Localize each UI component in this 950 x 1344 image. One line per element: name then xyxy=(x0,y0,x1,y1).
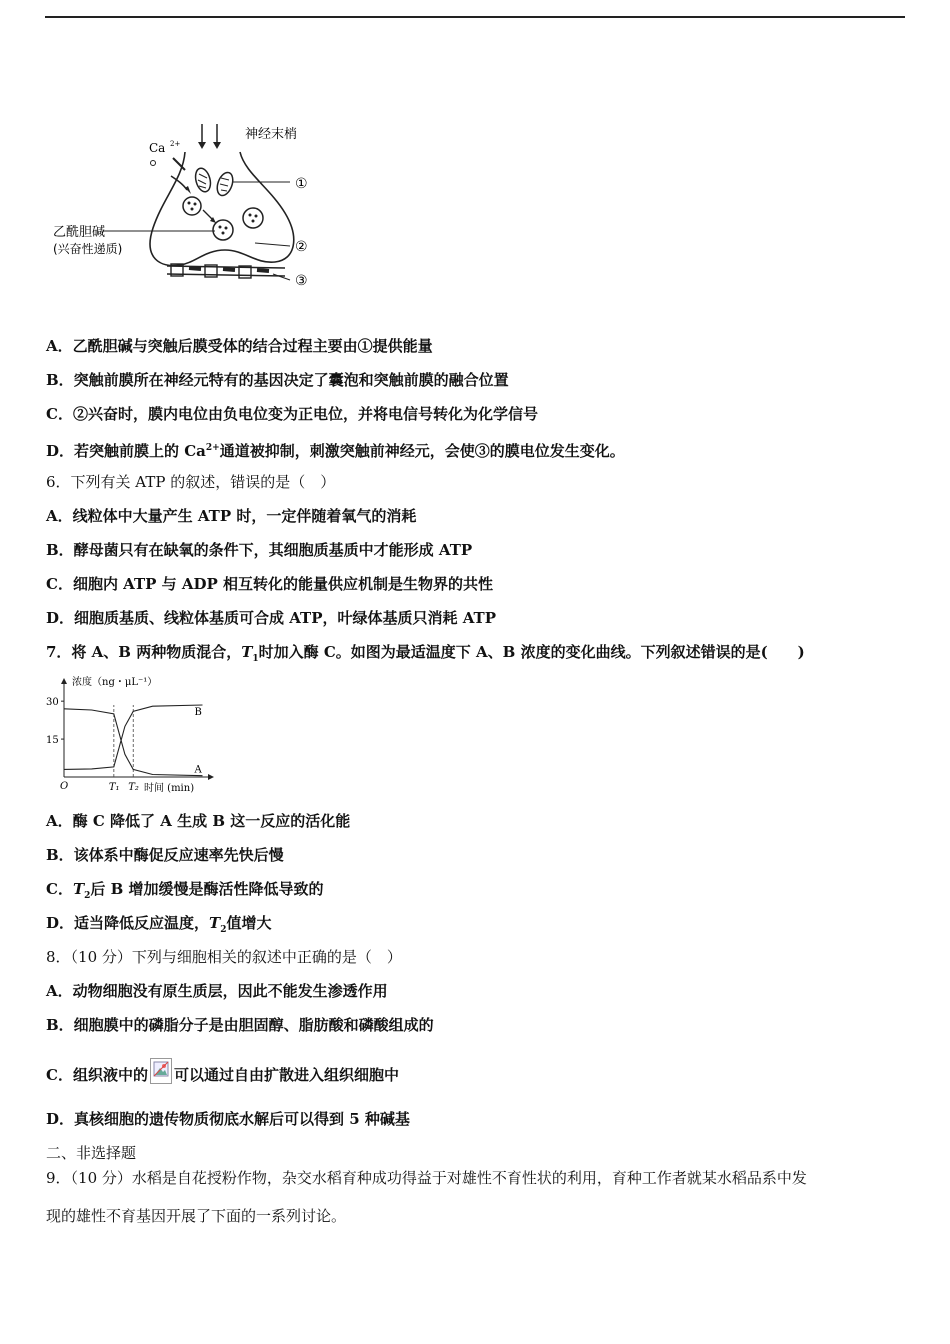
concentration-chart xyxy=(40,674,220,798)
q6-stem: 6．下列有关 ATP 的叙述，错误的是（ ） xyxy=(46,473,336,491)
q9-line-2: 现的雄性不育基因开展了下面的一系列讨论。 xyxy=(46,1207,347,1225)
q6-option-c: C．细胞内 ATP 与 ADP 相互转化的能量供应机制是生物界的共性 xyxy=(46,575,494,593)
marker-2: ② xyxy=(295,239,308,255)
x-axis-arrow xyxy=(208,774,214,780)
top-rule xyxy=(45,16,905,18)
marker-3: ③ xyxy=(295,273,308,289)
ach-sublabel: (兴奋性递质) xyxy=(53,242,123,256)
marker-1: ① xyxy=(295,176,308,192)
ca-sup: 2+ xyxy=(170,140,181,148)
x-tick-label: T₁ xyxy=(108,782,120,793)
q9-line-1: 9．（10 分）水稻是自花授粉作物，杂交水稻育种成功得益于对雄性不育性状的利用，育种工作者就某水稻品系中发 xyxy=(46,1169,807,1187)
y-axis-arrow xyxy=(61,678,67,684)
chart-ylabel: 浓度（ng・μL⁻¹） xyxy=(72,677,158,688)
q5-option-c: C．②兴奋时，膜内电位由负电位变为正电位，并将电信号转化为化学信号 xyxy=(46,405,538,423)
q7-option-d: D．适当降低反应温度，$T_2$值增大 xyxy=(46,914,272,935)
q6-option-a: A．线粒体中大量产生 ATP 时，一定伴随着氧气的消耗 xyxy=(46,507,417,525)
q7-stem: 7．将 A、B 两种物质混合，$T_1$时加入酶 C。如图为最适温度下 A、B 浓度的变化曲线。下列叙述错误的是( ) xyxy=(46,643,805,664)
chart-xlabel: 时间 (min) xyxy=(144,783,195,794)
y-tick-label: 15 xyxy=(46,735,59,747)
q8-option-b: B．细胞膜中的磷脂分子是由胆固醇、脂肪酸和磷酸组成的 xyxy=(46,1016,434,1034)
series-label-B: B xyxy=(194,706,202,718)
y-tick-label: 30 xyxy=(46,697,59,709)
broken-image-icon xyxy=(150,1058,172,1084)
nerve-ending-label: 神经末梢 xyxy=(245,127,298,142)
section-heading: 二、非选择题 xyxy=(46,1144,137,1162)
q6-option-b: B．酵母菌只有在缺氧的条件下，其细胞质基质中才能形成 ATP xyxy=(46,541,473,559)
q8-option-c: C．组织液中的 可以通过自由扩散进入组织细胞中 xyxy=(46,1058,399,1089)
q8-stem: 8．（10 分）下列与细胞相关的叙述中正确的是（ ） xyxy=(46,948,402,966)
chart-origin-label: O xyxy=(60,781,69,792)
q6-option-d: D．细胞质基质、线粒体基质可合成 ATP，叶绿体基质只消耗 ATP xyxy=(46,609,496,627)
q5-option-a: A．乙酰胆碱与突触后膜受体的结合过程主要由①提供能量 xyxy=(46,337,433,355)
ach-label: 乙酰胆碱 xyxy=(53,225,106,240)
q7-option-b: B．该体系中酶促反应速率先快后慢 xyxy=(46,846,284,864)
series-label-A: A xyxy=(194,764,202,776)
q8-option-a: A．动物细胞没有原生质层，因此不能发生渗透作用 xyxy=(46,982,388,1000)
x-tick-label: T₂ xyxy=(128,782,139,793)
synapse-diagram xyxy=(45,118,335,296)
q5-option-b: B．突触前膜所在神经元特有的基因决定了囊泡和突触前膜的融合位置 xyxy=(46,371,509,389)
q7-option-c: C．$T_2$后 B 增加缓慢是酶活性降低导致的 xyxy=(46,880,324,901)
q7-option-a: A．酶 C 降低了 A 生成 B 这一反应的活化能 xyxy=(46,812,351,830)
q8-option-d: D．真核细胞的遗传物质彻底水解后可以得到 5 种碱基 xyxy=(46,1110,410,1128)
q5-option-d: D．若突触前膜上的 $Ca^{2+}$通道被抑制，刺激突触前神经元，会使③的膜电位发生变化。 xyxy=(46,442,625,460)
ca-label: Ca xyxy=(149,141,166,155)
